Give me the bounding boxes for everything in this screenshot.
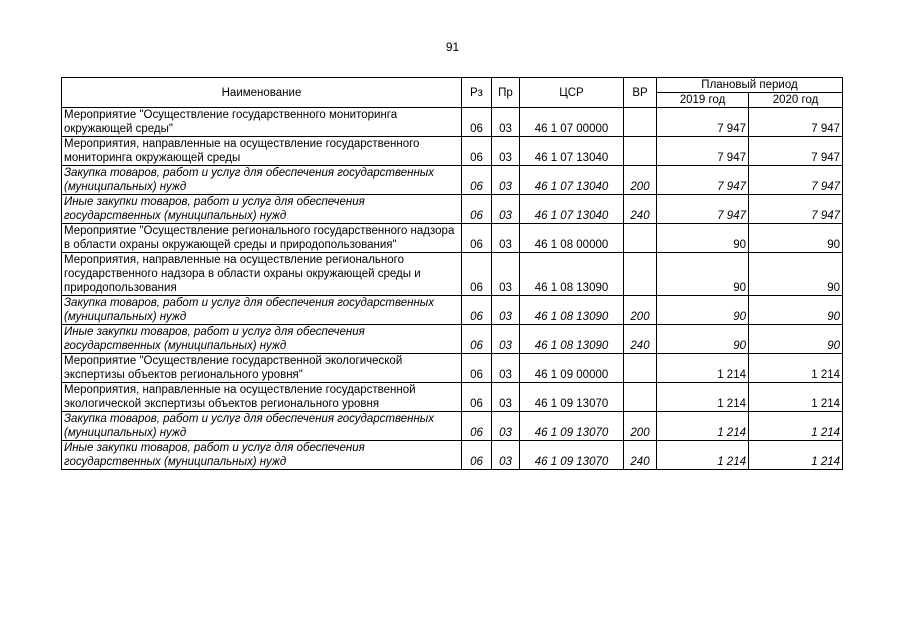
row-rz: 06 [462, 137, 492, 166]
row-name: Мероприятия, направленные на осуществление государственной экологической экспертизы объектов регионального уровня [62, 383, 462, 412]
row-amount-2020: 7 947 [749, 166, 843, 195]
page-number: 91 [445, 40, 460, 54]
row-amount-2019: 90 [657, 224, 749, 253]
row-amount-2020: 90 [749, 224, 843, 253]
row-pr: 03 [492, 325, 520, 354]
row-name: Иные закупки товаров, работ и услуг для обеспечения государственных (муниципальных) нужд [62, 325, 462, 354]
row-pr: 03 [492, 166, 520, 195]
row-rz: 06 [462, 441, 492, 470]
row-amount-2020: 90 [749, 296, 843, 325]
row-amount-2020: 90 [749, 325, 843, 354]
row-amount-2019: 7 947 [657, 108, 749, 137]
row-vr [624, 383, 657, 412]
row-csr: 46 1 08 13090 [520, 296, 624, 325]
row-csr: 46 1 07 13040 [520, 195, 624, 224]
row-csr: 46 1 07 13040 [520, 137, 624, 166]
row-amount-2019: 90 [657, 296, 749, 325]
row-vr: 200 [624, 412, 657, 441]
row-amount-2019: 7 947 [657, 195, 749, 224]
row-csr: 46 1 09 13070 [520, 412, 624, 441]
header-pr: Пр [492, 78, 520, 108]
row-amount-2019: 1 214 [657, 441, 749, 470]
table-body [62, 108, 843, 470]
table-row [62, 108, 843, 137]
row-name: Мероприятие "Осуществление регионального государственного надзора в области охраны окружающей среды и природопользования" [62, 224, 462, 253]
table-row [62, 195, 843, 224]
header-planned-period: Плановый период [657, 78, 843, 93]
row-rz: 06 [462, 224, 492, 253]
table-row [62, 383, 843, 412]
header-year-2020: 2020 год [749, 93, 843, 108]
row-vr [624, 137, 657, 166]
row-amount-2020: 7 947 [749, 195, 843, 224]
table-row [62, 325, 843, 354]
row-csr: 46 1 08 13090 [520, 325, 624, 354]
row-amount-2020: 1 214 [749, 354, 843, 383]
row-pr: 03 [492, 412, 520, 441]
row-pr: 03 [492, 441, 520, 470]
table-row [62, 441, 843, 470]
row-amount-2019: 1 214 [657, 383, 749, 412]
table-row [62, 224, 843, 253]
row-rz: 06 [462, 253, 492, 296]
row-rz: 06 [462, 354, 492, 383]
row-amount-2020: 7 947 [749, 108, 843, 137]
row-csr: 46 1 08 00000 [520, 224, 624, 253]
row-amount-2019: 1 214 [657, 354, 749, 383]
row-pr: 03 [492, 108, 520, 137]
row-vr: 200 [624, 296, 657, 325]
row-csr: 46 1 09 13070 [520, 441, 624, 470]
table-row [62, 296, 843, 325]
row-rz: 06 [462, 412, 492, 441]
row-vr [624, 224, 657, 253]
row-amount-2019: 7 947 [657, 166, 749, 195]
header-name: Наименование [62, 78, 462, 108]
row-name: Мероприятия, направленные на осуществление регионального государственного надзора в области охраны окружающей среды и природопользования [62, 253, 462, 296]
row-vr: 240 [624, 325, 657, 354]
row-amount-2019: 90 [657, 325, 749, 354]
row-pr: 03 [492, 195, 520, 224]
row-pr: 03 [492, 137, 520, 166]
table-row [62, 412, 843, 441]
row-name: Иные закупки товаров, работ и услуг для обеспечения государственных (муниципальных) нужд [62, 195, 462, 224]
header-vr: ВР [624, 78, 657, 108]
table-row [62, 253, 843, 296]
row-pr: 03 [492, 224, 520, 253]
row-name: Мероприятие "Осуществление государственной экологической экспертизы объектов регионального уровня" [62, 354, 462, 383]
row-vr: 200 [624, 166, 657, 195]
row-rz: 06 [462, 325, 492, 354]
table-row [62, 137, 843, 166]
row-amount-2020: 1 214 [749, 383, 843, 412]
row-rz: 06 [462, 166, 492, 195]
row-csr: 46 1 07 00000 [520, 108, 624, 137]
row-vr [624, 108, 657, 137]
row-amount-2019: 90 [657, 253, 749, 296]
row-name: Закупка товаров, работ и услуг для обеспечения государственных (муниципальных) нужд [62, 412, 462, 441]
row-amount-2019: 7 947 [657, 137, 749, 166]
row-rz: 06 [462, 383, 492, 412]
row-vr [624, 354, 657, 383]
row-csr: 46 1 09 00000 [520, 354, 624, 383]
header-rz: Рз [462, 78, 492, 108]
row-pr: 03 [492, 253, 520, 296]
row-pr: 03 [492, 354, 520, 383]
row-vr: 240 [624, 441, 657, 470]
row-name: Закупка товаров, работ и услуг для обеспечения государственных (муниципальных) нужд [62, 166, 462, 195]
row-rz: 06 [462, 195, 492, 224]
row-csr: 46 1 08 13090 [520, 253, 624, 296]
row-vr [624, 253, 657, 296]
row-name: Мероприятия, направленные на осуществление государственного мониторинга окружающей среды [62, 137, 462, 166]
row-name: Закупка товаров, работ и услуг для обеспечения государственных (муниципальных) нужд [62, 296, 462, 325]
row-name: Иные закупки товаров, работ и услуг для обеспечения государственных (муниципальных) нужд [62, 441, 462, 470]
row-csr: 46 1 09 13070 [520, 383, 624, 412]
row-name: Мероприятие "Осуществление государственного мониторинга окружающей среды" [62, 108, 462, 137]
row-vr: 240 [624, 195, 657, 224]
row-rz: 06 [462, 108, 492, 137]
row-pr: 03 [492, 296, 520, 325]
row-amount-2019: 1 214 [657, 412, 749, 441]
table-row [62, 166, 843, 195]
row-amount-2020: 1 214 [749, 441, 843, 470]
row-csr: 46 1 07 13040 [520, 166, 624, 195]
row-pr: 03 [492, 383, 520, 412]
row-amount-2020: 90 [749, 253, 843, 296]
table-row [62, 354, 843, 383]
row-amount-2020: 7 947 [749, 137, 843, 166]
header-year-2019: 2019 год [657, 93, 749, 108]
row-rz: 06 [462, 296, 492, 325]
row-amount-2020: 1 214 [749, 412, 843, 441]
budget-table [61, 77, 843, 470]
header-csr: ЦСР [520, 78, 624, 108]
